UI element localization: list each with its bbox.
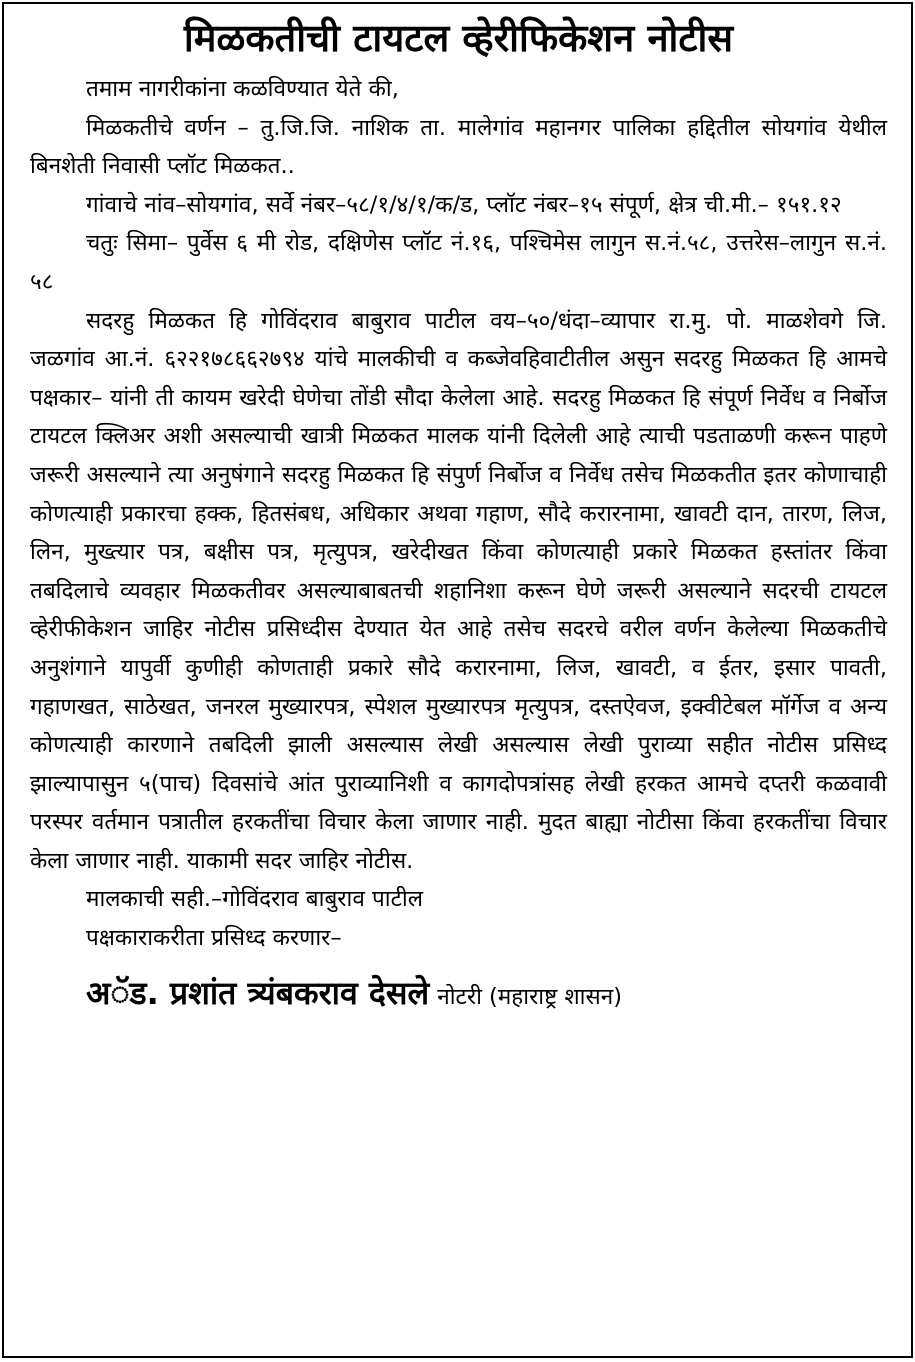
property-description: मिळकतीचे वर्णन – तु.जि.जि. नाशिक ता. मालेगांव महानगर पालिका हद्दितील सोयगांव येथील बिनशेती निवासी प्लॉट मिळकत.. (30, 114, 887, 180)
notice-intro: तमाम नागरीकांना कळविण्यात येते की, (86, 76, 399, 102)
advocate-role: नोटरी (महाराष्ट्र शासन) (437, 983, 622, 1010)
owner-signature: मालकाची सही.–गोविंदराव बाबुराव पाटील (86, 886, 424, 913)
publisher-label: पक्षकाराकरीता प्रसिध्द करणार– (86, 925, 342, 952)
survey-details: गांवाचे नांव–सोयगांव, सर्वे नंबर–५८/१/४/१/क/ड, प्लॉट नंबर–१५ संपूर्ण, क्षेत्र ची.मी.– १५१.१२ (86, 191, 842, 218)
notice-title: मिळकतीची टायटल व्हेरीफिकेशन नोटीस (183, 16, 734, 60)
advocate-name: अॅड. प्रशांत त्र्यंबकराव देसले (86, 973, 430, 1012)
property-boundaries: चतुः सिमा– पुर्वेस ६ मी रोड, दक्षिणेस प्लॉट नं.१६, पश्चिमेस लागुन स.नं.५८, उत्तरेस–लागुन स.नं. ५८ (30, 230, 887, 295)
notice-body: सदरहु मिळकत हि गोविंदराव बाबुराव पाटील वय–५०/धंदा–व्यापार रा.मु. पो. माळशेवगे जि. जळगांव आ.नं. ६२२१७८६६२७९४ यांचे मालकीची व कब्जेवहिवाटीतील असुन सदरहु मिळकत हि आमचे पक्षकार– यांनी ती कायम खरेदी घेणेचा तोंडी सौदा केलेला आहे. सदरहु मिळकत हि संपूर्ण निर्वेध व निर्बोज टायटल क्लिअर अशी असल्याची खात्री मिळकत मालक यांनी दिलेली आहे त्याची पडताळणी करून पाहणे जरूरी असल्याने त्या अनुषंगाने सदरहु मिळकत हि संपुर्ण निर्बोज व निर्वेध तसेच मिळकतीत इतर कोणाचाही कोणत्याही प्रकारचा हक्क, हितसंबध, अधिकार अथवा गहाण, सौदे करारनामा, खावटी दान, तारण, लिज, लिन, मुख्त्यार पत्र, बक्षीस पत्र, मृत्युपत्र, खरेदीखत किंवा कोणत्याही प्रकारे मिळकत हस्तांतर किंवा तबदिलाचे व्यवहार मिळकतीवर असल्याबाबतची शहानिशा करून घेणे जरूरी असल्याने सदरची टायटल व्हेरीफीकेशन जाहिर नोटीस प्रसिध्दीस देण्यात येत आहे तसेच सदरचे वरील वर्णन केलेल्या मिळकतीचे अनुशंगाने यापुर्वी कुणीही कोणताही प्रकारे सौदे करारनामा, लिज, खावटी, व ईतर, इसार पावती, गहाणखत, साठेखत, जनरल मुख्यारपत्र, स्पेशल मुख्यारपत्र मृत्युपत्र, दस्तऐवज, इक्वीटेबल मॉर्गेज व अन्य कोणत्याही कारणाने तबदिली झाली असल्यास लेखी असल्यास लेखी पुराव्या सहीत नोटीस प्रसिध्द झाल्यापासुन ५(पाच) दिवसांचे आंत पुराव्यानिशी व कागदोपत्रांसह लेखी हरकत आमचे दप्तरी कळवावी परस्पर वर्तमान पत्रातील हरकतींचा विचार केला जाणार नाही. मुदत बाह्या नोटीसा किंवा हरकतींचा विचार केला जाणार नाही. याकामी सदर जाहिर नोटीस. (30, 307, 887, 874)
legal-notice (2, 2, 913, 1358)
advocate-signature-block (30, 970, 887, 1022)
